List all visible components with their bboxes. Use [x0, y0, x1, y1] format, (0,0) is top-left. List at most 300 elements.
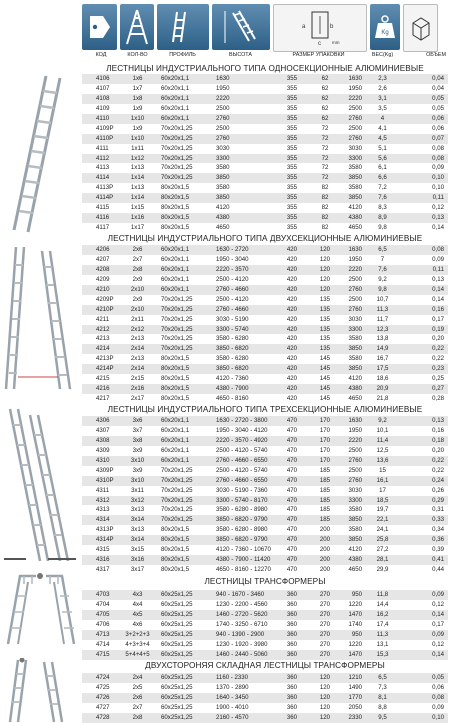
- cell-pack-b: 270: [319, 640, 331, 648]
- table-row: [82, 640, 448, 650]
- cell-pack-c: 4380: [348, 556, 362, 564]
- cell-volume: 0,22: [432, 466, 444, 474]
- cell-pack-a: 420: [286, 255, 298, 263]
- cell-weight: 13,1: [376, 640, 389, 648]
- cell-qty: 2x13: [130, 335, 145, 343]
- cell-volume: 0,05: [432, 104, 444, 112]
- cell-pack-a: 420: [286, 305, 298, 313]
- cell-volume: 0,23: [432, 365, 444, 373]
- cell-qty: 4x3: [132, 591, 143, 598]
- cell-profile: 80x20x1,5: [161, 204, 190, 212]
- cell-pack-c: 1630: [348, 246, 362, 253]
- cell-pack-c: 2220: [348, 94, 362, 102]
- table-row: [82, 285, 448, 295]
- cell-height: 3580 - 6280: [216, 355, 249, 363]
- cell-profile: 80x20x1,5: [161, 214, 190, 222]
- cell-volume: 0,09: [432, 255, 444, 263]
- cell-pack-a: 420: [286, 275, 298, 283]
- cell-volume: 0,07: [432, 134, 444, 142]
- product-table: [82, 74, 448, 233]
- box-letter-a: a: [302, 24, 306, 30]
- cell-profile: 80x20x1,5: [161, 536, 190, 544]
- col-weight: ВЕС(Kg): [371, 52, 394, 58]
- cell-pack-a: 355: [286, 174, 298, 182]
- cell-height: 3030: [216, 144, 230, 152]
- table-row: [82, 620, 448, 630]
- table-row: [82, 565, 448, 575]
- cell-weight: 8,1: [378, 693, 387, 701]
- cell-pack-c: 3580: [348, 526, 362, 534]
- cell-profile: 70x20x1,25: [161, 496, 193, 504]
- cell-pack-a: 420: [286, 375, 298, 383]
- cell-weight: 11,4: [376, 436, 389, 444]
- cell-height: 2760 - 4660: [216, 285, 249, 293]
- table-row: [82, 426, 448, 436]
- cell-weight: 21,8: [376, 395, 389, 403]
- cell-profile: 70x20x1,25: [161, 305, 193, 313]
- cell-code: 4110P: [96, 134, 114, 142]
- cell-pack-a: 355: [286, 134, 298, 142]
- cell-weight: 29,9: [376, 566, 389, 574]
- cell-height: 4120 - 7360 - 10670: [216, 546, 271, 554]
- cell-pack-a: 470: [286, 506, 298, 514]
- cell-pack-a: 420: [286, 355, 298, 363]
- cell-pack-b: 82: [321, 214, 329, 222]
- section-title: ЛЕСТНИЦЫ ТРАНСФОРМЕРЫ: [204, 577, 326, 586]
- cell-pack-a: 360: [286, 630, 298, 638]
- box-unit: mm: [332, 40, 340, 45]
- cell-height: 4650: [216, 224, 230, 232]
- cell-pack-b: 200: [319, 546, 331, 554]
- cell-pack-b: 145: [319, 355, 331, 363]
- cell-profile: 60x25x1,25: [161, 703, 193, 711]
- cell-pack-c: 3030: [348, 486, 362, 494]
- cell-weight: 12,5: [376, 446, 389, 454]
- cell-pack-b: 72: [321, 144, 329, 152]
- cell-pack-b: 120: [319, 693, 331, 701]
- cell-qty: 1x10: [130, 114, 145, 122]
- cell-pack-b: 120: [319, 703, 331, 711]
- table-row: [82, 295, 448, 305]
- cell-weight: 11,8: [376, 591, 389, 598]
- cell-profile: 60x20x1,1: [161, 275, 190, 283]
- cell-height: 1950 - 3040 - 4120: [216, 426, 268, 434]
- cell-pack-c: 4380: [348, 214, 362, 222]
- table-row: [82, 173, 448, 183]
- cell-volume: 0,26: [432, 486, 444, 494]
- cell-pack-a: 360: [286, 683, 298, 691]
- cell-profile: 60x25x1,25: [161, 674, 193, 681]
- cell-pack-b: 270: [319, 630, 331, 638]
- cell-profile: 60x25x1,25: [161, 693, 193, 701]
- cell-pack-b: 120: [319, 713, 331, 721]
- cell-qty: 2x17: [130, 395, 145, 403]
- cell-pack-c: 1950: [348, 255, 362, 263]
- cell-pack-b: 200: [319, 536, 331, 544]
- table-row: [82, 364, 448, 374]
- cell-profile: 60x20x1,1: [161, 114, 190, 122]
- table-row: [82, 496, 448, 506]
- cell-profile: 80x20x1,5: [161, 184, 190, 192]
- cell-height: 1230 - 1920 - 3980: [216, 640, 268, 648]
- cell-pack-b: 82: [321, 184, 329, 192]
- cell-weight: 27,2: [376, 546, 389, 554]
- cell-pack-a: 355: [286, 194, 298, 202]
- cell-profile: 60x25x1,25: [161, 683, 193, 691]
- cell-height: 3030 - 5190: [216, 315, 249, 323]
- cell-weight: 4,5: [378, 134, 387, 142]
- cell-pack-c: 2500: [348, 295, 362, 303]
- cell-height: 2760 - 4660: [216, 305, 249, 313]
- cell-qty: 3+2+2+3: [125, 630, 150, 638]
- cell-code: 4210: [96, 285, 110, 293]
- table-row: [82, 104, 448, 114]
- cell-weight: 13,6: [376, 456, 389, 464]
- cell-qty: 2x14: [130, 365, 145, 373]
- cell-weight: 6,6: [378, 174, 387, 182]
- cell-pack-b: 82: [321, 194, 329, 202]
- cell-pack-a: 355: [286, 184, 298, 192]
- cell-pack-a: 355: [286, 94, 298, 102]
- cell-volume: 0,16: [432, 426, 444, 434]
- cell-weight: 11,3: [376, 630, 389, 638]
- cell-pack-c: 3850: [348, 194, 362, 202]
- cell-pack-c: 1740: [348, 620, 362, 628]
- cell-pack-b: 72: [321, 174, 329, 182]
- cell-height: 940 - 1390 - 2900: [216, 630, 265, 638]
- cell-pack-a: 360: [286, 713, 298, 721]
- cell-pack-c: 3580: [348, 335, 362, 343]
- cell-pack-c: 950: [351, 630, 362, 638]
- cell-pack-b: 72: [321, 134, 329, 142]
- cell-weight: 15: [379, 466, 386, 474]
- cell-qty: 3x14: [130, 536, 145, 544]
- cell-pack-a: 420: [286, 325, 298, 333]
- cell-volume: 0,11: [432, 265, 444, 273]
- cell-code: 4706: [96, 620, 110, 628]
- cell-profile: 70x20x1,25: [161, 295, 193, 303]
- header-icons: [82, 4, 448, 50]
- table-row: [82, 394, 448, 404]
- cell-pack-b: 200: [319, 556, 331, 564]
- cell-pack-b: 185: [319, 466, 331, 474]
- cell-pack-b: 120: [319, 255, 331, 263]
- cell-height: 3300 - 5740: [216, 325, 249, 333]
- cell-qty: 3x10: [130, 456, 145, 464]
- cell-volume: 0,20: [432, 335, 444, 343]
- cell-weight: 9,8: [378, 285, 387, 293]
- cell-pack-b: 120: [319, 683, 331, 691]
- cell-code: 4110: [96, 114, 110, 122]
- table-row: [82, 693, 448, 703]
- cell-weight: 9,8: [378, 224, 387, 232]
- col-package: РАЗМЕР УПАКОВКИ: [292, 52, 345, 58]
- cell-qty: 2x13: [130, 355, 145, 363]
- cell-qty: 1x8: [132, 94, 143, 102]
- cell-pack-a: 470: [286, 536, 298, 544]
- cell-pack-c: 2220: [348, 436, 362, 444]
- cell-qty: 3x9: [132, 466, 143, 474]
- cell-code: 4705: [96, 610, 110, 618]
- cell-qty: 3x16: [130, 556, 145, 564]
- cell-qty: 4x5: [132, 610, 143, 618]
- cell-volume: 0,12: [432, 204, 444, 212]
- cell-pack-b: 82: [321, 204, 329, 212]
- cell-qty: 2x11: [131, 315, 144, 323]
- cell-profile: 60x20x1,1: [161, 75, 190, 82]
- cell-profile: 70x20x1,25: [161, 506, 193, 514]
- cell-pack-a: 470: [286, 476, 298, 484]
- cell-qty: 2x15: [130, 375, 145, 383]
- cell-code: 4309P: [96, 466, 114, 474]
- section-title: ЛЕСТНИЦЫ ИНДУСТРИАЛЬНОГО ТИПА ДВУХСЕКЦИОННЫЕ АЛЮМИНИЕВЫЕ: [107, 234, 423, 243]
- cell-pack-b: 170: [319, 436, 331, 444]
- table-row: [82, 84, 448, 94]
- cell-profile: 80x20x1,5: [161, 365, 190, 373]
- cell-volume: 0,05: [432, 94, 444, 102]
- cell-code: 4209P: [96, 295, 114, 303]
- cell-pack-c: 4650: [348, 566, 362, 574]
- cell-pack-b: 170: [319, 446, 331, 454]
- cell-height: 2760 - 4660 - 6550: [216, 476, 268, 484]
- cell-code: 4714: [96, 640, 110, 648]
- cell-code: 4314P: [96, 536, 114, 544]
- cell-height: 2500: [216, 124, 230, 132]
- cell-pack-c: 3300: [348, 154, 362, 162]
- cell-code: 4115: [96, 204, 110, 212]
- cell-pack-b: 200: [319, 526, 331, 534]
- cell-height: 4380 - 7900: [216, 385, 249, 393]
- cell-pack-b: 145: [319, 365, 331, 373]
- cell-pack-a: 420: [286, 265, 298, 273]
- cell-weight: 3,1: [378, 94, 387, 102]
- cell-code: 4214: [96, 345, 110, 353]
- cell-pack-a: 470: [286, 426, 298, 434]
- cell-qty: 3x14: [130, 516, 145, 524]
- cell-height: 3580 - 6280 - 8980: [216, 526, 268, 534]
- cell-code: 4206: [96, 246, 110, 253]
- cell-qty: 2x8: [132, 713, 143, 721]
- cell-weight: 4,1: [378, 124, 387, 132]
- cell-pack-b: 135: [319, 345, 331, 353]
- cell-pack-a: 470: [286, 446, 298, 454]
- col-volume: ОБЪЕМ: [426, 52, 446, 58]
- box-letter-b: b: [330, 24, 334, 30]
- cell-weight: 20,9: [376, 385, 389, 393]
- cell-qty: 2x4: [132, 674, 143, 681]
- cell-qty: 1x14: [130, 194, 145, 202]
- cell-pack-c: 4120: [348, 375, 362, 383]
- cell-weight: 11,7: [376, 315, 389, 323]
- cell-profile: 70x20x1,25: [161, 124, 193, 132]
- cell-weight: 11,3: [376, 305, 389, 313]
- cell-pack-c: 4650: [348, 224, 362, 232]
- cell-pack-a: 360: [286, 693, 298, 701]
- cell-volume: 0,20: [432, 446, 444, 454]
- table-row: [82, 515, 448, 525]
- cell-qty: 3x12: [130, 496, 145, 504]
- cell-pack-c: 950: [351, 591, 362, 598]
- cell-pack-c: 2500: [348, 275, 362, 283]
- cell-profile: 60x20x1,1: [161, 255, 190, 263]
- cell-code: 4212: [96, 325, 110, 333]
- cell-pack-b: 72: [321, 124, 329, 132]
- cell-pack-a: 470: [286, 546, 298, 554]
- table-row: [82, 275, 448, 285]
- cell-height: 2220 - 3570 - 4920: [216, 436, 268, 444]
- cell-pack-c: 1630: [348, 75, 362, 82]
- table-row: [82, 255, 448, 265]
- cell-height: 1630 - 2720: [216, 246, 249, 253]
- cell-profile: 60x20x1,1: [161, 246, 190, 253]
- col-qty: КОЛ-ВО: [127, 52, 148, 58]
- cell-height: 2500: [216, 104, 230, 112]
- cell-weight: 5,6: [378, 154, 387, 162]
- cell-pack-c: 3580: [348, 164, 362, 172]
- cell-pack-b: 135: [319, 335, 331, 343]
- table-row: [82, 486, 448, 496]
- cell-qty: 1x13: [130, 164, 145, 172]
- cell-weight: 8,9: [378, 214, 387, 222]
- cell-pack-a: 360: [286, 600, 298, 608]
- cell-height: 3300 - 5740 - 8170: [216, 496, 268, 504]
- cell-pack-a: 470: [286, 496, 298, 504]
- cell-volume: 0,22: [432, 345, 444, 353]
- cell-pack-b: 270: [319, 650, 331, 658]
- cell-pack-a: 420: [286, 395, 298, 403]
- cell-volume: 0,19: [432, 325, 444, 333]
- cell-volume: 0,16: [432, 305, 444, 313]
- table-row: [82, 144, 448, 154]
- cell-volume: 0,22: [432, 456, 444, 464]
- cell-weight: 24,1: [376, 526, 389, 534]
- cell-pack-a: 470: [286, 486, 298, 494]
- cell-qty: 1x15: [130, 204, 145, 212]
- cell-profile: 70x20x1,25: [161, 164, 193, 172]
- cell-profile: 80x20x1,5: [161, 385, 190, 393]
- cell-profile: 70x20x1,25: [161, 154, 193, 162]
- table-row: [82, 466, 448, 476]
- cell-profile: 60x20x1,1: [161, 94, 190, 102]
- cell-height: 4650 - 8160: [216, 395, 249, 403]
- cell-height: 3850 - 6820 - 9790: [216, 516, 268, 524]
- cell-profile: 80x20x1,5: [161, 194, 190, 202]
- cell-volume: 0,39: [432, 546, 444, 554]
- cell-profile: 60x25x1,25: [161, 640, 193, 648]
- cell-weight: 7,3: [378, 683, 387, 691]
- cell-pack-a: 360: [286, 640, 298, 648]
- cell-qty: 2x7: [132, 255, 143, 263]
- cell-profile: 80x20x1,5: [161, 566, 190, 574]
- cell-height: 1630: [216, 75, 230, 82]
- cell-volume: 0,13: [432, 275, 444, 283]
- cell-profile: 80x20x1,5: [161, 556, 190, 564]
- single-section-ladder-image: [8, 74, 78, 234]
- cell-height: 1950 - 3040: [216, 255, 249, 263]
- cell-pack-c: 3580: [348, 355, 362, 363]
- cell-pack-a: 360: [286, 620, 298, 628]
- table-row: [82, 124, 448, 134]
- cell-weight: 6,5: [378, 246, 387, 253]
- cell-profile: 70x20x1,25: [161, 134, 193, 142]
- cell-volume: 0,29: [432, 496, 444, 504]
- cell-qty: 1x7: [132, 84, 143, 92]
- table-row: [82, 673, 448, 683]
- table-row: [82, 384, 448, 394]
- cell-code: 4216: [96, 385, 110, 393]
- cell-pack-b: 170: [319, 426, 331, 434]
- cell-qty: 1x9: [132, 124, 143, 132]
- table-row: [82, 476, 448, 486]
- cell-volume: 0,06: [432, 114, 444, 122]
- ladder-a-icon: [120, 4, 154, 50]
- cell-pack-b: 62: [321, 94, 329, 102]
- cell-height: 4380: [216, 214, 230, 222]
- cell-volume: 0,04: [432, 84, 444, 92]
- cell-pack-a: 355: [286, 154, 298, 162]
- cell-qty: 3x9: [132, 446, 143, 454]
- cell-weight: 10,7: [376, 295, 389, 303]
- table-row: [82, 223, 448, 233]
- cell-pack-b: 145: [319, 375, 331, 383]
- cell-code: 4704: [96, 600, 110, 608]
- cell-pack-b: 135: [319, 305, 331, 313]
- cell-height: 1460 - 2440 - 5060: [216, 650, 268, 658]
- cell-weight: 16,7: [376, 355, 389, 363]
- cell-pack-c: 3030: [348, 144, 362, 152]
- cell-profile: 60x20x1,1: [161, 426, 190, 434]
- cell-weight: 3,5: [378, 104, 387, 112]
- cell-pack-c: 3850: [348, 174, 362, 182]
- cell-code: 4207: [96, 255, 110, 263]
- table-row: [82, 535, 448, 545]
- cell-pack-c: 2050: [348, 703, 362, 711]
- cell-code: 4113: [96, 164, 110, 172]
- section-title: ЛЕСТНИЦЫ ИНДУСТРИАЛЬНОГО ТИПА ТРЕХСЕКЦИОННЫЕ АЛЮМИНИЕВЫЕ: [107, 405, 423, 414]
- cell-code: 4314: [96, 516, 110, 524]
- cell-pack-a: 360: [286, 610, 298, 618]
- cell-profile: 60x20x1,1: [161, 84, 190, 92]
- cell-profile: 60x25x1,25: [161, 600, 193, 608]
- weight-unit: Kg: [381, 30, 389, 36]
- cell-weight: 5,1: [378, 144, 387, 152]
- table-row: [82, 183, 448, 193]
- cell-pack-b: 170: [319, 417, 331, 424]
- cell-pack-c: 2500: [348, 124, 362, 132]
- cell-qty: 1x17: [130, 224, 145, 232]
- cell-volume: 0,31: [432, 506, 444, 514]
- cell-code: 4114: [96, 174, 110, 182]
- cell-height: 1900 - 4010: [216, 703, 249, 711]
- cell-profile: 60x25x1,25: [161, 591, 193, 598]
- table-row: [82, 94, 448, 104]
- cell-weight: 4: [380, 114, 385, 122]
- cell-profile: 80x20x1,5: [161, 546, 190, 554]
- cell-volume: 0,27: [432, 385, 444, 393]
- cell-volume: 0,08: [432, 154, 444, 162]
- cell-pack-a: 355: [286, 114, 298, 122]
- table-row: [82, 525, 448, 535]
- cell-qty: 4x4: [132, 600, 143, 608]
- cell-pack-a: 470: [286, 516, 298, 524]
- cell-weight: 17: [379, 486, 386, 494]
- cell-qty: 2x14: [130, 345, 145, 353]
- cell-pack-b: 185: [319, 506, 331, 514]
- cell-code: 4116: [96, 214, 110, 222]
- cell-code: 4109: [96, 104, 110, 112]
- cell-weight: 16,1: [376, 476, 389, 484]
- cell-pack-c: 3300: [348, 496, 362, 504]
